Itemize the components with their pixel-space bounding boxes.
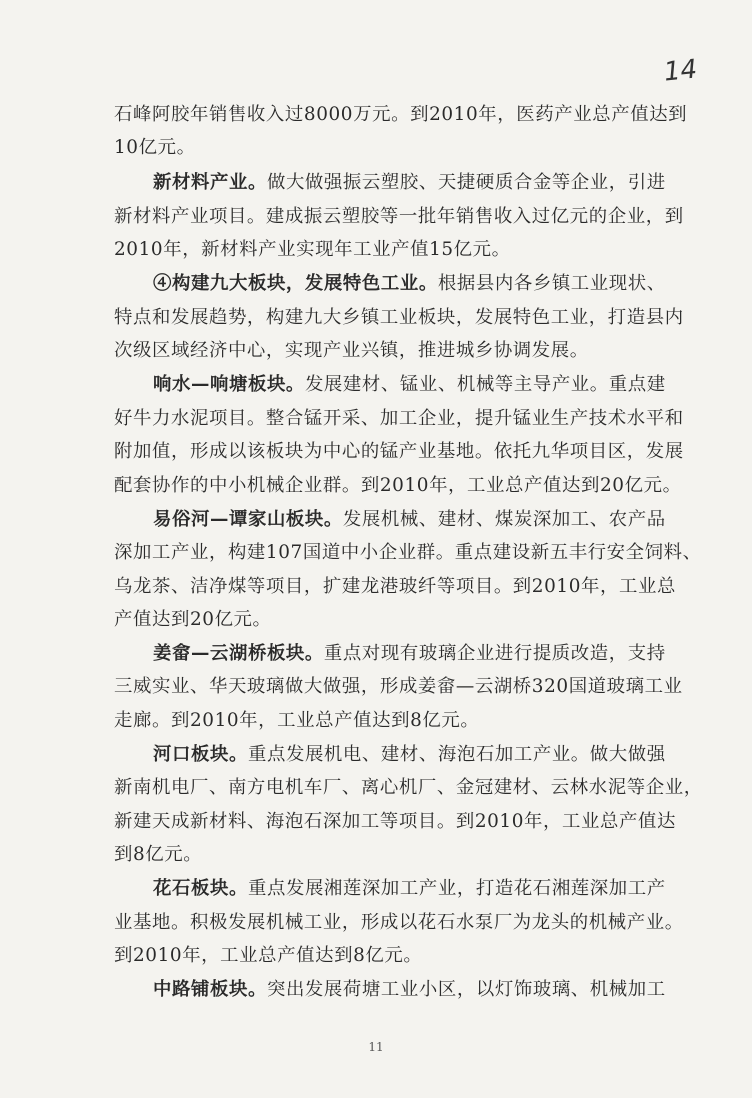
text-line: 到2010年，工业总产值达到8亿元。 <box>114 945 423 966</box>
text-span: 做大做强振云塑胶、天捷硬质合金等企业，引进 <box>266 172 666 193</box>
text-line: 业基地。积极发展机械工业，形成以花石水泵厂为龙头的机械产业。 <box>114 912 684 933</box>
section-heading: 易俗河—谭家山板块。 <box>153 509 343 530</box>
text-line: 新材料产业项目。建成振云塑胶等一批年销售收入过亿元的企业，到 <box>114 206 684 227</box>
text-span: 重点发展机电、建材、海泡石加工产业。做大做强 <box>247 744 666 765</box>
paragraph-line <box>153 174 666 192</box>
text-span: 根据县内各乡镇工业现状、 <box>437 273 666 294</box>
text-line: 三威实业、华天玻璃做大做强，形成姜畲—云湖桥320国道玻璃工业 <box>114 676 683 697</box>
text-span: 发展机械、建材、煤炭深加工、农产品 <box>342 509 666 530</box>
text-line: 特点和发展趋势，构建九大乡镇工业板块，发展特色工业，打造县内 <box>114 307 684 328</box>
paragraph-line <box>153 275 666 293</box>
text-line: 次级区域经济中心，实现产业兴镇，推进城乡协调发展。 <box>114 340 589 361</box>
text-line: 2010年，新材料产业实现年工业产值15亿元。 <box>114 239 511 260</box>
section-heading: 中路铺板块。 <box>153 979 267 1000</box>
paragraph-line <box>153 880 666 898</box>
section-heading: 花石板块。 <box>153 878 248 899</box>
section-heading: 姜畲—云湖桥板块。 <box>153 643 324 664</box>
text-line: 乌龙茶、洁净煤等项目，扩建龙港玻纤等项目。到2010年，工业总 <box>114 576 676 597</box>
text-line: 走廊。到2010年，工业总产值达到8亿元。 <box>114 710 480 731</box>
section-heading: 河口板块。 <box>153 744 248 765</box>
text-span: 重点对现有玻璃企业进行提质改造，支持 <box>323 643 666 664</box>
text-line: 配套协作的中小机械企业群。到2010年，工业总产值达到20亿元。 <box>114 475 682 496</box>
paragraph-line <box>153 981 666 999</box>
section-heading: 新材料产业。 <box>153 172 267 193</box>
text-line: 石峰阿胶年销售收入过8000万元。到2010年，医药产业总产值达到 <box>114 104 688 125</box>
text-span: 发展建材、锰业、机械等主导产业。重点建 <box>304 374 666 395</box>
text-span: 突出发展荷塘工业小区，以灯饰玻璃、机械加工 <box>266 979 666 1000</box>
paragraph-line <box>153 376 666 394</box>
text-line: 新南机电厂、南方电机车厂、离心机厂、金冠建材、云林水泥等企业， <box>114 777 703 798</box>
text-line: 附加值，形成以该板块为中心的锰产业基地。依托九华项目区，发展 <box>114 441 684 462</box>
section-heading: 响水—响塘板块。 <box>153 374 305 395</box>
text-line: 产值达到20亿元。 <box>114 609 272 630</box>
text-line: 新建天成新材料、海泡石深加工等项目。到2010年，工业总产值达 <box>114 811 676 832</box>
paragraph-line <box>153 746 666 764</box>
paragraph-line <box>153 511 666 529</box>
section-heading: ④构建九大板块，发展特色工业。 <box>153 273 438 294</box>
text-line: 深加工产业，构建107国道中小企业群。重点建设新五丰行安全饲料、 <box>114 542 702 563</box>
text-line: 10亿元。 <box>114 137 196 158</box>
paragraph-line <box>153 645 666 663</box>
page-number: 11 <box>368 1040 384 1054</box>
text-line: 好牛力水泥项目。整合锰开采、加工企业，提升锰业生产技术水平和 <box>114 408 684 429</box>
handwritten-page-number: 14 <box>662 54 699 88</box>
text-span: 重点发展湘莲深加工产业，打造花石湘莲深加工产 <box>247 878 666 899</box>
text-line: 到8亿元。 <box>114 844 203 865</box>
